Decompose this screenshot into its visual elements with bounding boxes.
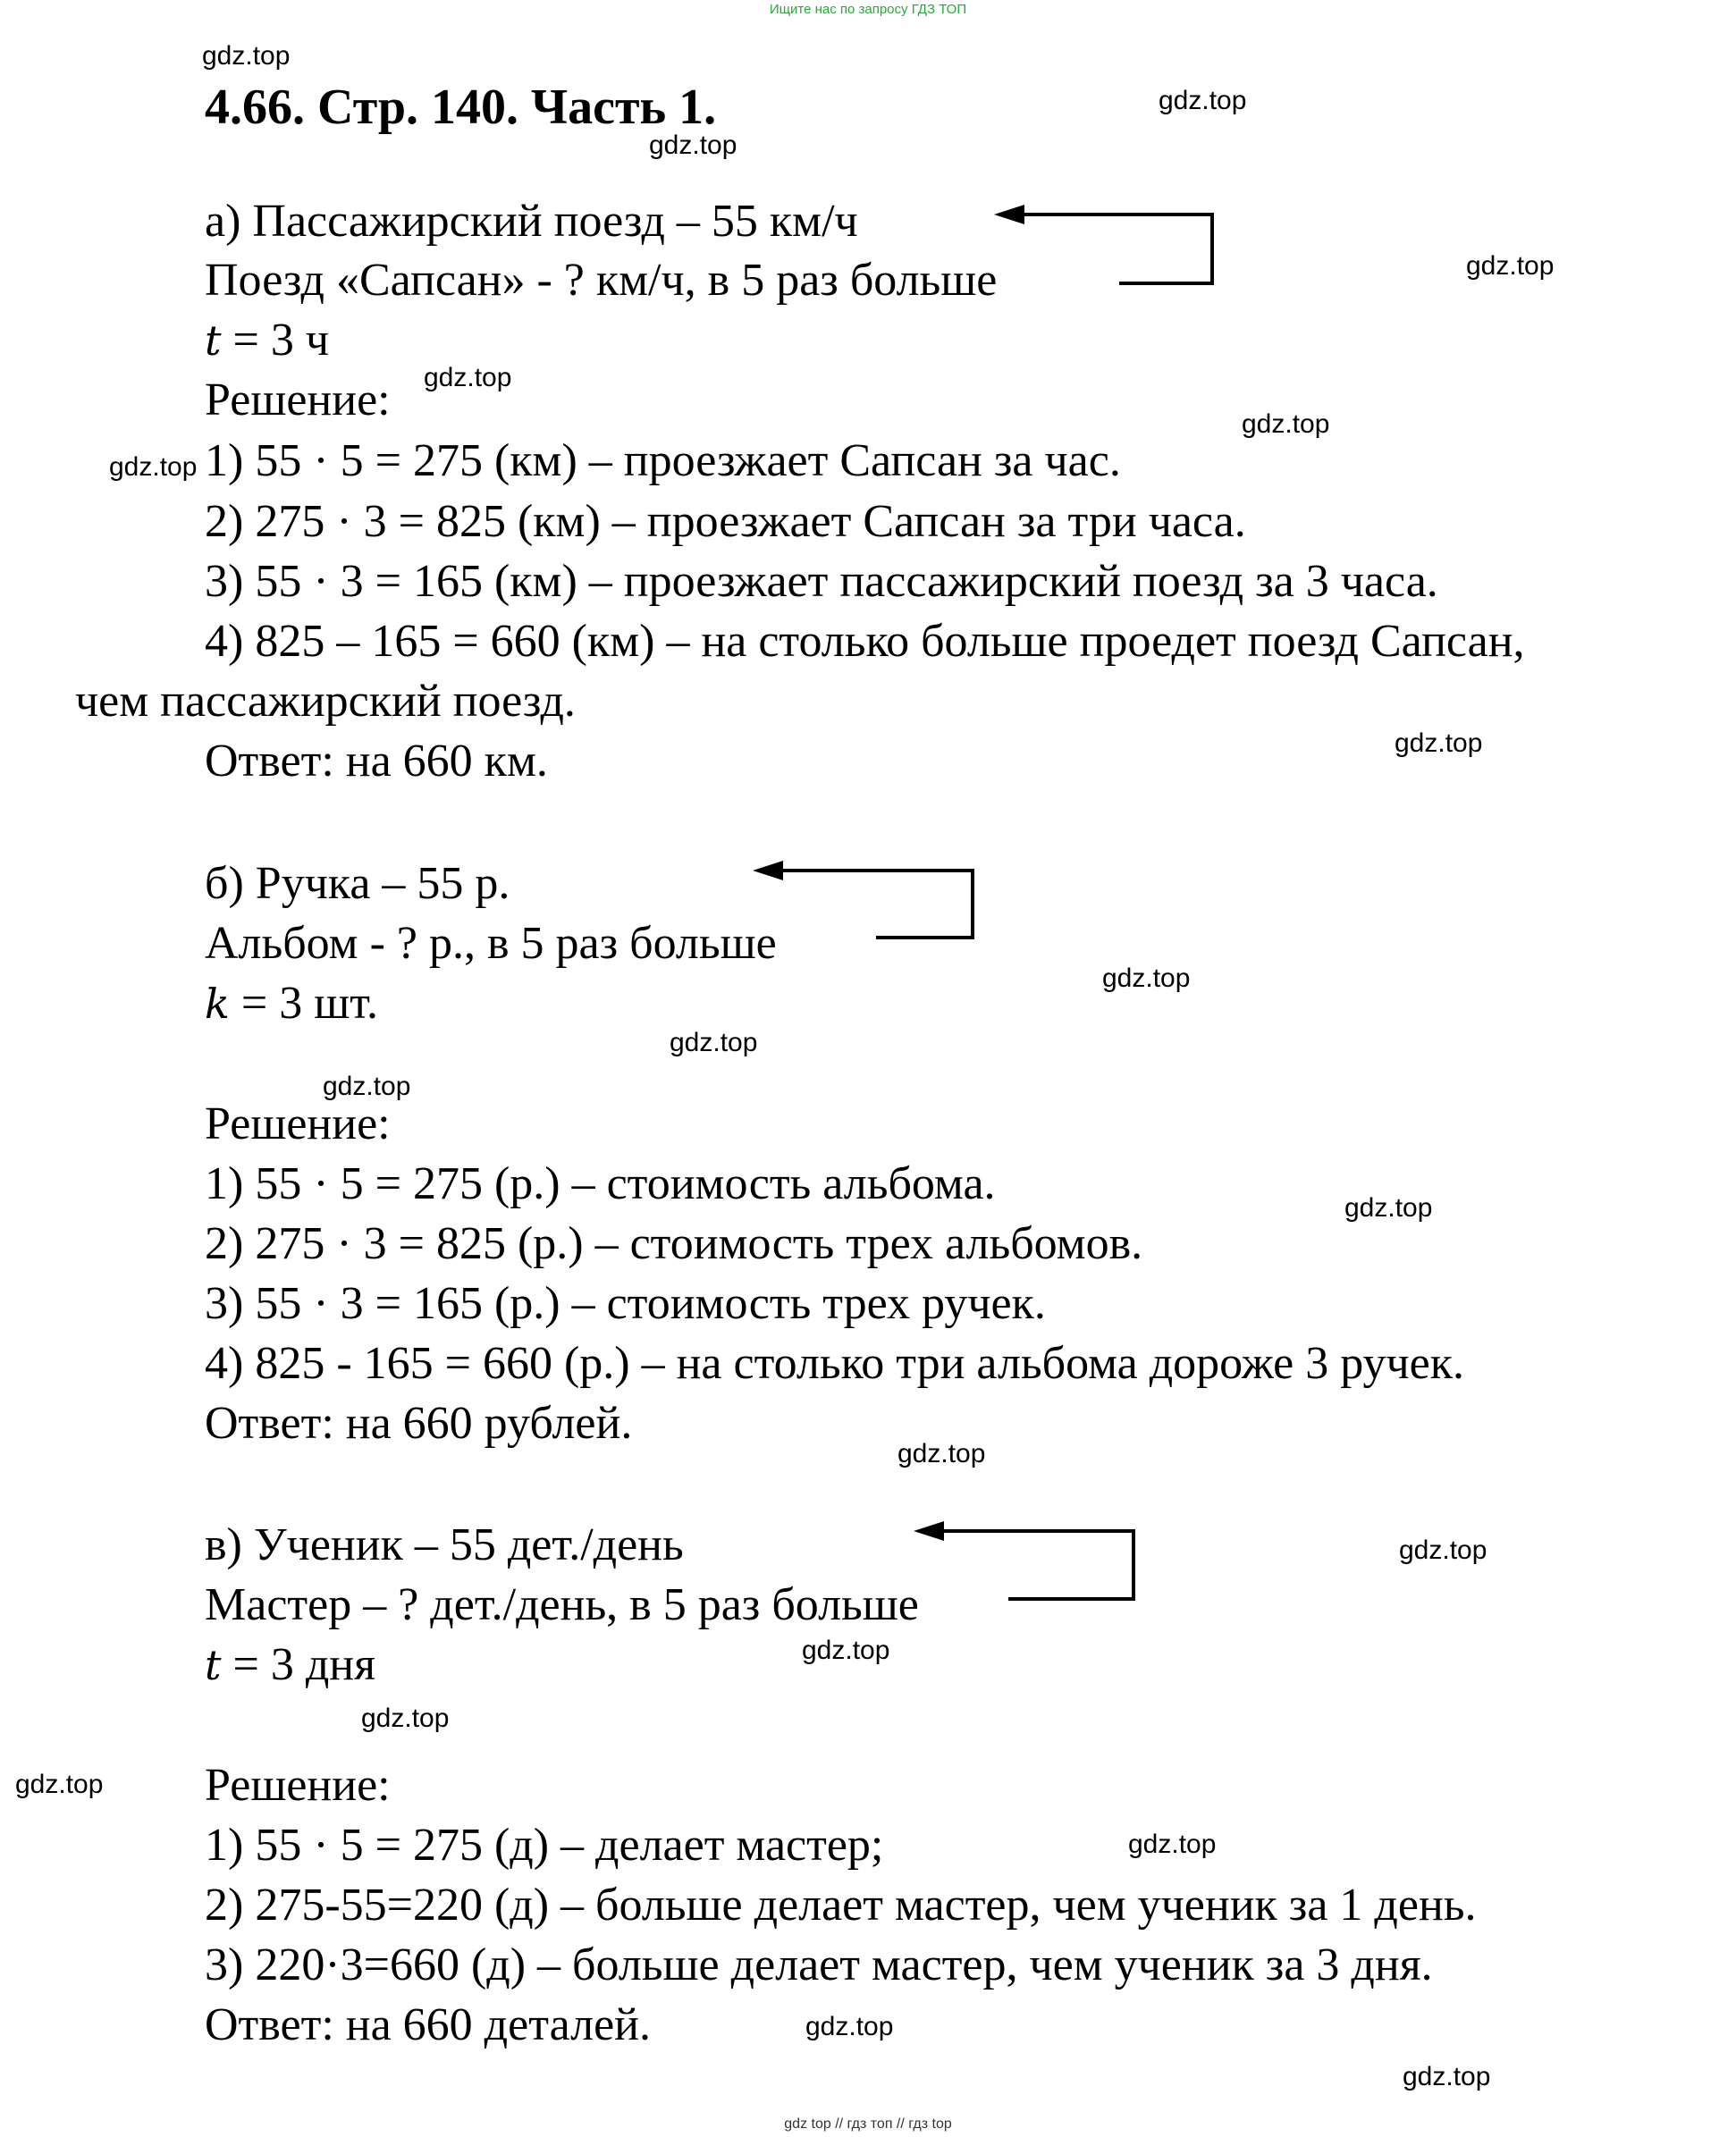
part-b-step-4: 4) 825 - 165 = 660 (р.) – на столько три альбома дороже 3 ручек. [205,1338,1465,1389]
part-a-var-rest: = 3 ч [221,315,329,366]
watermark: gdz.top [1399,1535,1487,1565]
part-b-step-1: 1) 55 · 5 = 275 (р.) – стоимость альбома. [205,1158,996,1209]
part-c-line1: в) Ученик – 55 дет./день [205,1519,684,1570]
part-c-var-label: t [205,1641,222,1689]
part-a-arrowhead-icon [994,205,1024,224]
part-c-arrowhead-icon [914,1521,944,1541]
part-b-var-rest: = 3 шт. [229,978,379,1029]
watermark: gdz.top [323,1072,411,1101]
footer-note: gdz top // гдз топ // гдз top [784,2116,952,2132]
part-b-step-2: 2) 275 · 3 = 825 (р.) – стоимость трех альбомов. [205,1218,1143,1269]
part-b-line1: б) Ручка – 55 р. [205,858,510,909]
part-c-step-1: 1) 55 · 5 = 275 (д) – делает мастер; [205,1820,884,1871]
watermark: gdz.top [805,2012,894,2041]
header-note: Ищите нас по запросу ГДЗ ТОП [769,2,967,17]
watermark: gdz.top [1395,728,1483,758]
part-a-answer: Ответ: на 660 км. [205,736,548,787]
part-c-step-3: 3) 220·3=660 (д) – больше делает мастер, чем ученик за 3 дня. [205,1939,1433,1990]
part-b-var-label: k [205,980,230,1028]
watermark: gdz.top [109,452,198,482]
page-title: 4.66. Стр. 140. Часть 1. [205,80,717,135]
watermark: gdz.top [1128,1830,1217,1859]
watermark: gdz.top [1344,1193,1433,1223]
watermark: gdz.top [424,363,512,392]
part-b-step-3: 3) 55 · 3 = 165 (р.) – стоимость трех ручек. [205,1278,1046,1329]
part-b-line2: Альбом - ? р., в 5 раз больше [205,918,777,969]
part-c-answer: Ответ: на 660 деталей. [205,1999,651,2050]
part-a-step-2: 2) 275 · 3 = 825 (км) – проезжает Сапсан за три часа. [205,496,1246,547]
part-a-step-1: 1) 55 · 5 = 275 (км) – проезжает Сапсан за час. [205,435,1121,486]
watermark: gdz.top [802,1636,890,1665]
watermark: gdz.top [1102,963,1191,993]
part-c-line2: Мастер – ? дет./день, в 5 раз больше [205,1579,919,1630]
watermark: gdz.top [1242,409,1330,439]
part-a-solution-label: Решение: [205,374,391,425]
part-c-var-rest: = 3 дня [221,1639,376,1690]
part-a-line2: Поезд «Сапсан» - ? км/ч, в 5 раз больше [205,255,998,306]
part-a-step-4-cont: чем пассажирский поезд. [75,676,576,727]
watermark: gdz.top [202,41,291,71]
part-a-var-label: t [205,316,222,365]
part-a-arrow-icon [1021,215,1212,283]
part-a-line1: а) Пассажирский поезд – 55 км/ч [205,196,858,247]
part-c-arrow-icon [940,1531,1133,1599]
watermark: gdz.top [361,1704,450,1733]
watermark: gdz.top [15,1770,104,1799]
part-c-step-2: 2) 275-55=220 (д) – больше делает мастер, чем ученик за 1 день. [205,1880,1477,1931]
watermark: gdz.top [1403,2062,1491,2091]
watermark: gdz.top [1466,251,1555,281]
part-c-solution-label: Решение: [205,1760,391,1811]
watermark: gdz.top [897,1439,986,1468]
part-b-arrow-icon [780,871,973,938]
watermark: gdz.top [670,1028,758,1057]
part-b-arrowhead-icon [753,861,783,880]
part-b-answer: Ответ: на 660 рублей. [205,1398,633,1449]
watermark: gdz.top [1159,86,1247,115]
part-a-step-3: 3) 55 · 3 = 165 (км) – проезжает пассажирский поезд за 3 часа. [205,556,1438,607]
part-b-solution-label: Решение: [205,1098,391,1149]
part-a-step-4: 4) 825 – 165 = 660 (км) – на столько больше проедет поезд Сапсан, [205,616,1525,667]
watermark: gdz.top [649,130,737,160]
